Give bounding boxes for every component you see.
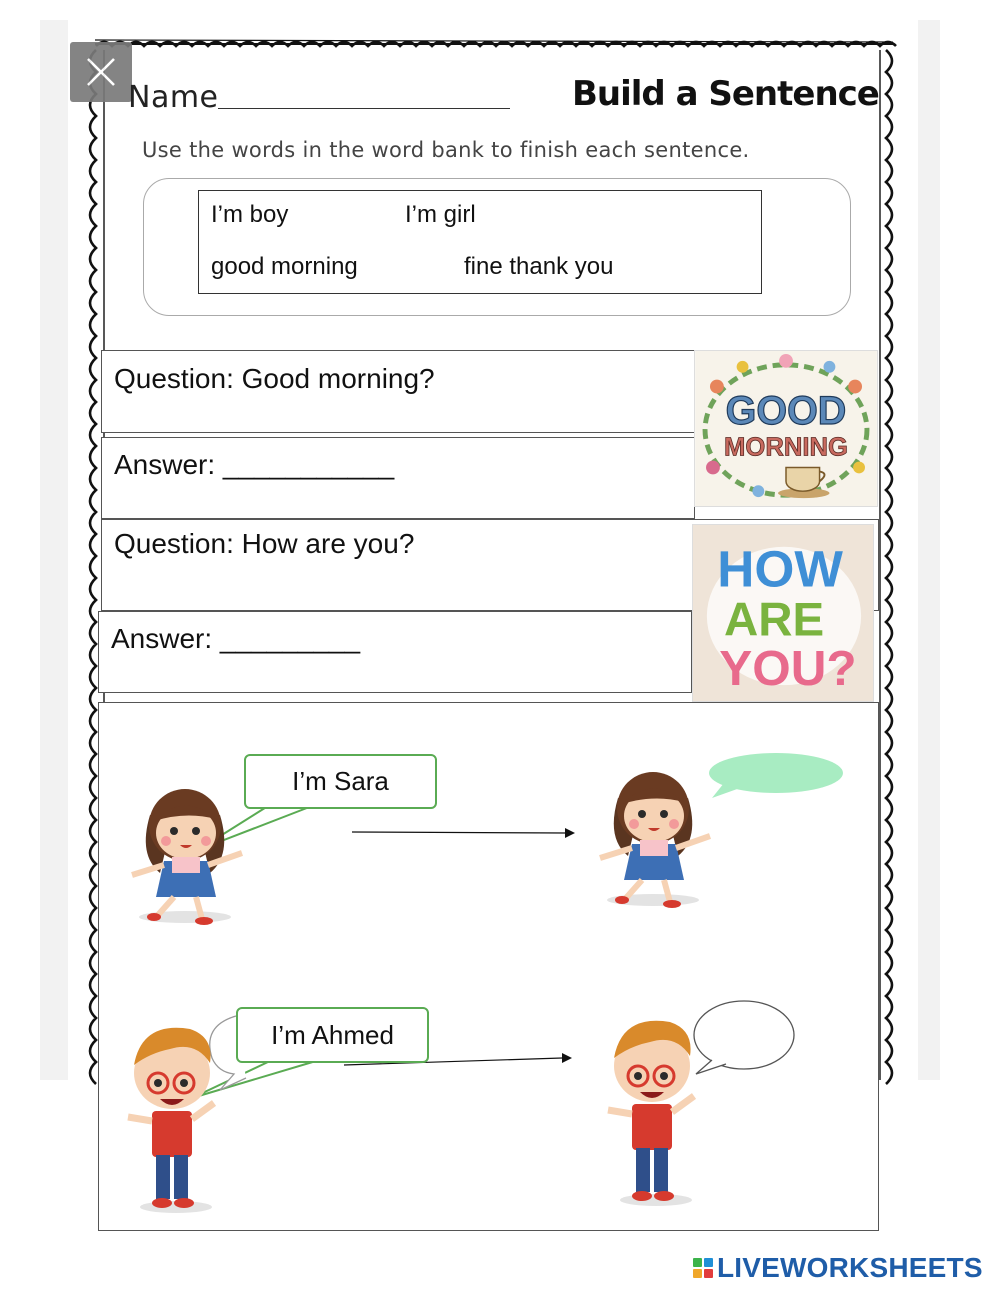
liveworksheets-brand[interactable] bbox=[693, 1252, 983, 1284]
worksheet-title: Build a Sentence bbox=[572, 74, 879, 114]
arrow-icon bbox=[352, 828, 575, 838]
answer-text: Answer: _________ bbox=[111, 623, 361, 654]
instructions: Use the words in the word bank to finish each sentence. bbox=[142, 138, 750, 162]
boy-character bbox=[608, 1021, 694, 1206]
speech-bubble: I’m Ahmed bbox=[236, 1007, 429, 1063]
picture-text: MORNING bbox=[724, 433, 848, 462]
picture-text: HOW bbox=[717, 539, 843, 598]
boy-character bbox=[128, 1028, 214, 1213]
picture-text: YOU? bbox=[719, 641, 857, 697]
word-bank-item: good morning bbox=[211, 253, 358, 280]
picture-text: GOOD bbox=[725, 389, 847, 434]
name-label: Name bbox=[128, 80, 219, 115]
question-text: Question: How are you? bbox=[114, 528, 415, 559]
word-bank-item: I’m girl bbox=[405, 201, 476, 228]
empty-speech-bubble[interactable] bbox=[709, 753, 843, 798]
empty-speech-bubble[interactable] bbox=[694, 1001, 794, 1074]
question-text: Question: Good morning? bbox=[114, 363, 435, 394]
picture-text: ARE bbox=[723, 593, 825, 647]
word-bank-item: I’m boy bbox=[211, 201, 289, 228]
brand-name: LIVEWORKSHEETS bbox=[717, 1252, 983, 1283]
girl-character bbox=[600, 772, 710, 908]
speech-bubble: I’m Sara bbox=[244, 754, 437, 809]
answer-text: Answer: ___________ bbox=[114, 449, 395, 480]
word-bank-item: fine thank you bbox=[464, 253, 614, 280]
liveworksheets-logo-icon bbox=[693, 1258, 713, 1278]
girl-character bbox=[132, 789, 242, 925]
